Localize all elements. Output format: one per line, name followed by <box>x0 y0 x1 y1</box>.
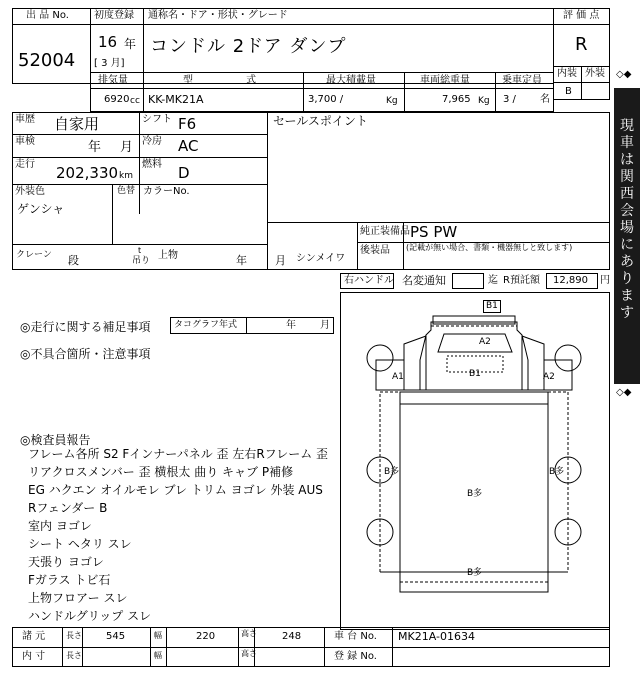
height-label: 高さ <box>241 629 257 638</box>
reg-year: 16 <box>98 33 118 51</box>
tacho-year-unit: 年 <box>286 320 296 331</box>
mark-b1-top: B1 <box>483 300 501 313</box>
model-code: KK-MK21A <box>148 93 204 106</box>
dimensions-label: 諸 元 <box>22 631 46 642</box>
interior-score: B <box>565 86 572 97</box>
sales-point-label: セールスポイント <box>273 114 368 128</box>
mark-a2-right: A2 <box>543 372 555 382</box>
defects-title: ◎不具合箇所・注意事項 <box>20 347 151 361</box>
in-width-label: 幅 <box>154 651 162 660</box>
mark-b-right: B多 <box>549 467 565 477</box>
tacho-month-unit: 月 <box>320 320 330 331</box>
equipment-label: 純正装備品 <box>360 226 410 237</box>
report-line: フレーム各所 S2 Fインナーパネル 歪 左右Rフレーム 歪 <box>28 447 329 461</box>
tacho-label: タコグラフ年式 <box>174 320 238 330</box>
gross-weight-label: 車両総重量 <box>420 75 470 86</box>
history-value: 自家用 <box>54 115 100 133</box>
ac-value: AC <box>178 137 199 155</box>
mileage-unit: km <box>119 171 133 181</box>
length-value: 545 <box>106 631 126 642</box>
inspection-month-unit: 月 <box>120 140 134 155</box>
upload-month-unit: 月 <box>275 254 286 267</box>
color-code-label: カラーNo. <box>143 186 190 197</box>
driving-title: ◎走行に関する補足事項 <box>20 320 151 334</box>
length-label: 長さ <box>66 631 82 640</box>
report-line: 天張り ヨゴレ <box>28 555 104 569</box>
displacement: 6920 <box>104 94 130 105</box>
chassis-no: MK21A-01634 <box>398 630 475 643</box>
recycle-label: R預託額 <box>503 275 540 286</box>
recycle-unit: 円 <box>600 275 610 286</box>
color-no-label: 色替 <box>117 186 136 196</box>
accessories-note: (記載が無い場合、書類・機器無しと致します) <box>406 243 573 252</box>
mark-b-center: B多 <box>467 489 483 499</box>
reg-year-unit: 年 <box>124 37 137 51</box>
shift-value: F6 <box>178 115 197 133</box>
inspector-title: ◎検査員報告 <box>20 433 91 447</box>
color-value: ゲンシャ <box>17 202 65 216</box>
side-banner-text: 現車は関西会場にあります <box>620 118 634 321</box>
displacement-label: 排気量 <box>98 75 128 86</box>
upload-year-unit: 年 <box>236 254 247 267</box>
history-label: 車歴 <box>15 114 35 125</box>
mileage-value: 202,330 <box>56 164 119 182</box>
capacity-unit: 名 <box>540 94 550 105</box>
displacement-unit: cc <box>130 96 140 106</box>
inspection-year-unit: 年 <box>88 140 102 155</box>
gross-weight: 7,965 <box>442 94 471 105</box>
crane-label: クレーン <box>16 250 52 260</box>
in-length-label: 長さ <box>66 651 82 660</box>
grade-score: R <box>575 34 588 55</box>
height-value: 248 <box>282 631 302 642</box>
equipment-value: PS PW <box>410 223 458 241</box>
reg-month: [ 3 月] <box>94 58 125 69</box>
shift-label: シフト <box>142 114 172 125</box>
chassis-label: 車 台 No. <box>334 631 377 642</box>
accessories-label: 後装品 <box>360 245 390 256</box>
reg-label: 登 録 No. <box>334 651 377 662</box>
mileage-label: 走行 <box>15 159 35 170</box>
in-height-label: 高さ <box>241 649 257 658</box>
width-label: 幅 <box>154 631 162 640</box>
crane-lift-unit: t <box>138 246 142 255</box>
report-line: シート ヘタリ スレ <box>28 537 132 551</box>
width-value: 220 <box>196 631 216 642</box>
max-load-label: 最大積載量 <box>326 75 376 86</box>
fuel-label: 燃料 <box>142 159 162 170</box>
name-change-label: 名変通知 <box>402 274 446 287</box>
side-banner-top-marks: ◇◆ <box>616 69 632 80</box>
model-label: 型 式 <box>183 75 257 86</box>
report-line: 上物フロアー スレ <box>28 591 128 605</box>
exterior-label: 外装 <box>585 68 605 79</box>
recycle-amount: 12,890 <box>553 275 588 286</box>
interior-label: 内装 <box>557 68 577 79</box>
lot-label: 出 品 No. <box>26 10 69 21</box>
lot-number: 52004 <box>18 50 76 71</box>
grade-label: 評 価 点 <box>563 10 600 21</box>
report-line: Rフェンダー B <box>28 501 108 515</box>
deadline-label: 迄 <box>488 275 498 286</box>
report-line: ハンドルグリップ スレ <box>28 609 152 623</box>
report-line: Fガラス トビ石 <box>28 573 111 587</box>
report-line: EG ハクエン オイルモレ ブレ トリム ヨゴレ 外装 AUS <box>28 483 323 497</box>
max-load: 3,700 / <box>308 94 344 105</box>
crane-stage-unit: 段 <box>68 254 79 267</box>
capacity-label: 乗車定員 <box>502 75 542 86</box>
max-load-unit: Kg <box>386 96 398 106</box>
report-line: リアクロスメンバー 歪 横根太 曲り キャブ P補修 <box>28 465 294 479</box>
crane-lift-label: 吊り <box>132 256 151 266</box>
upload-new-label: シンメイワ <box>296 253 346 264</box>
ac-label: 冷房 <box>142 136 162 147</box>
inspection-label: 車検 <box>15 136 35 147</box>
side-banner-bottom-marks: ◇◆ <box>616 387 632 398</box>
mark-b1-mid: B1 <box>469 369 481 379</box>
handle-value: 右ハンドル <box>344 275 394 286</box>
mark-a1-left: A1 <box>392 372 404 382</box>
report-line: 室内 ヨゴレ <box>28 519 92 533</box>
fuel-value: D <box>178 164 190 182</box>
gross-weight-unit: Kg <box>478 96 490 106</box>
mark-b-bottom: B多 <box>467 568 483 578</box>
car-name: コンドル 2ドア ダンプ <box>150 36 347 57</box>
mark-b-left: B多 <box>384 467 400 477</box>
capacity: 3 / <box>503 94 516 105</box>
model-desc-label: 通称名・ドア・形状・グレード <box>148 10 288 21</box>
first-reg-label: 初度登録 <box>94 10 134 21</box>
upload-label: 上物 <box>158 250 178 261</box>
mark-a2-cab: A2 <box>479 337 491 347</box>
color-label: 外装色 <box>15 186 45 197</box>
interior-dims-label: 内 寸 <box>22 651 46 662</box>
